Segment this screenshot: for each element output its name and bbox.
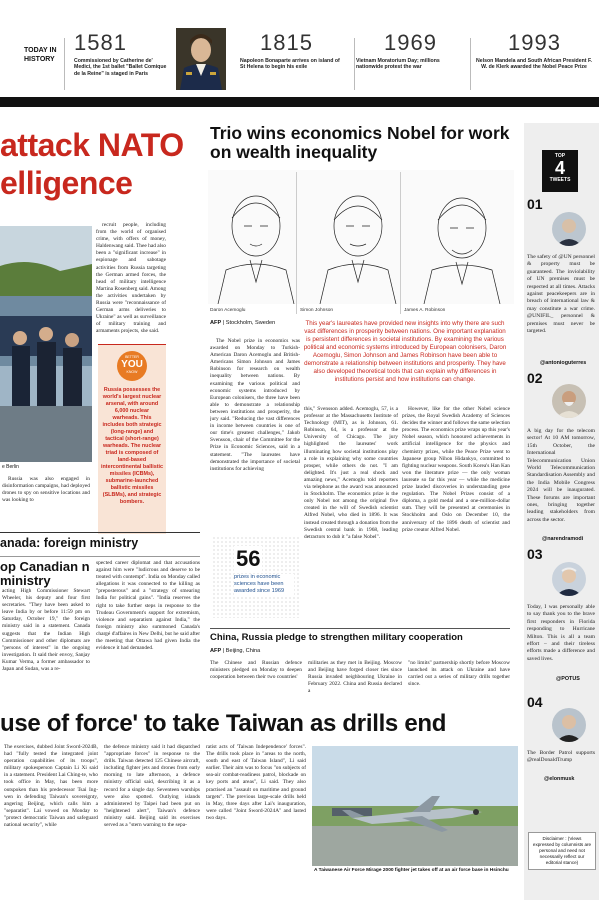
canada-sub-headline: op Canadian n ministry: [0, 559, 90, 588]
tih-year: 1581: [74, 30, 127, 55]
tweet-handle: @narendramodi: [542, 536, 584, 542]
police-photo: [0, 226, 92, 462]
avatar: [552, 562, 586, 596]
paragraph: Russia was also engaged in disinformation campaigns, had deployed drones to spy on sensitive locations and was looking to: [2, 476, 90, 504]
taiwan-col-3: [206, 744, 306, 896]
byline-agency: AFP: [210, 320, 222, 326]
paragraph: The exercises, dubbed Joint Sword-2024B, had "fully tested the integrated joint operation capabilities of its troops", military spokesperson Captain Li Xi said in a statement. President Lai Ching-te, who took office in May, has been more outspoken than his predecessor Tsai Ing-wen in defending Taiwan's sovereignty, angering Beijing, which calls him a "separatist". Lai vowed on Monday to "protect democratic Taiwan and safeguard national security", while: [4, 744, 98, 829]
tweet-text: The Border Patrol supports @realDonaldTrump: [527, 750, 595, 764]
tweets-header-badge: [542, 150, 578, 192]
paragraph: acting High Commissioner Stewart Wheeler, his deputy and four first secretaries. "They have been asked to leave India by or before 11:59 pm on Saturday, October 19," the foreign ministry said in a statement. Canada suggests that the Indian High Commissioner and other diplomats are "persons of interest" in the ongoing investigation. It said their envoy, Sanjay Kumar Verma, a former ambassador to Japan and Sudan, was a re-: [2, 588, 90, 673]
section-divider: [0, 556, 200, 557]
avatar: [552, 212, 586, 246]
tweet-number: 03: [527, 546, 543, 562]
paragraph: The Nobel prize in economics was awarded on Monday to Turkish-American Daron Acemoglu and British-Americans Simon Johnson and James Robinson for research on wealth inequality between nations. By examining the various political and economic systems introduced by European colonisers, the three have been able to demonstrate a relationship between institutions and prosperity, the jury said. "Reducing the vast differences in income between countries is one of our time's greatest challenges," Jakob Svensson, chair of the Committee for the Prize in Economic Sciences, said in a statement. "The laureates have demonstrated the importance of societal institutions for achieving: [210, 338, 300, 472]
china-col-1: [210, 660, 302, 696]
section-divider: [210, 628, 510, 629]
section-band: [0, 97, 599, 107]
nobel-byline: AFP | Stockholm, Sweden: [210, 320, 276, 326]
jet-photo: [312, 746, 518, 866]
stat-number: 56: [236, 546, 261, 571]
tih-entry-1581: [74, 30, 184, 77]
china-byline: AFP | Beijing, China: [210, 648, 261, 654]
tih-text: Napoleon Bonaparte arrives on island of St Helena to begin his exile: [240, 58, 340, 71]
tih-divider: [354, 38, 355, 90]
canada-section-headline: anada: foreign ministry: [0, 536, 139, 550]
china-col-3: [408, 660, 510, 696]
tih-year: 1815: [260, 30, 313, 55]
tih-divider: [64, 38, 65, 90]
jet-photo-caption: A Taiwanese Air Force Mirage 2000 fighter jet takes off at an air force base in Hsinchu: [314, 868, 509, 873]
nobel-col-3: [402, 406, 510, 632]
tih-entry-1969: [356, 30, 466, 71]
better-you-know-text: Russia possesses the world's largest nuclear arsenal, with around 6,000 nuclear warheads. This includes both strategic (long-range) and tactical (short-range) warheads. The nuclear triad is composed of land-based intercontinental ballistic missiles (ICBMs), submarine-launched ballistic missiles (SLBMs), and strategic bombers.: [101, 387, 164, 505]
tweets-header-num: 4: [554, 158, 565, 178]
laureate-portraits: [208, 170, 514, 304]
paragraph: ratist acts of 'Taiwan Independence' forces". The drills took place in "areas to the north, south and east of Taiwan Island", Li said earlier. Their aim was to focus "on subjects of sea-air combat-readiness patrol, blockade on key ports and areas", Li said. They also practised an "assault on maritime and ground targets". The previous large-scale drills held in May, three days after Lai's inauguration, were called "Joint Sword-2024A" and lasted two days.: [206, 744, 306, 821]
taiwan-col-2: [104, 744, 200, 896]
byline-place: Beijing, China: [225, 648, 261, 654]
stat-box: [212, 536, 300, 618]
paragraph: The Chinese and Russian defence ministers pledged on Monday to deepen cooperation between their two countries': [210, 660, 302, 681]
paragraph: the defence ministry said it had dispatched "appropriate forces" in response to the drills. Taiwan detected 125 Chinese aircraft, including fighter jets and drones from early morning to late afternoon, a defence ministry official said, describing it as a record for a single day. Seventeen warships were also spotted. Outlying islands administered by Taipei had been put on "heightened alert", Taiwan's defence ministry said. Beijing said its exercises served as a "stern warning to the sepa-: [104, 744, 200, 829]
tweets-header-bottom: TWEETS: [549, 177, 571, 183]
nobel-pull-quote: This year's laureates have provided new insights into why there are such vast differences in prosperity between nations. One important explanation is persistent differences in societal institutions. By examining the various political and economic systems introduced by European colonisers, Daron Acemoglu, Simon Johnson and James Robinson have been able to demonstrate a relationship between institutions and prosperity. They have also developed theoretical tools that can explain why differences in institutions persist and how institutions can change.: [303, 320, 507, 383]
paragraph: "no limits" partnership shortly before Moscow launched its attack on Ukraine and have carried out a series of military drills together since.: [408, 660, 510, 688]
laureate-name: Simon Johnson: [300, 308, 334, 313]
tweet-number: 04: [527, 694, 543, 710]
tweet-number: 02: [527, 370, 543, 386]
napoleon-portrait: [176, 28, 226, 90]
today-in-history-label: TODAY IN HISTORY: [24, 47, 57, 63]
nobel-col-1: [210, 338, 300, 528]
paragraph: this," Svensson added. Acemoglu, 57, is a professor at the Massachusetts Institute of Technology (MIT), as is Johnson, 61. Robinson, 64, is a professor at the University of Chicago. The jury highlighted the laureates' work illuminating how societal institutions play a role in explaining why some countries prosper, while others do not. "I am delighted. It's just a real shock and amazing news," Acemoglu told reporters via telephone as the award was announced in Stockholm. The economics prize is the only Nobel not among the original five created in the will of Swedish scientist Alfred Nobel, who died in 1896. It was instead created through a donation from the Swedish central bank in 1968, leading detractors to dub it "a false Nobel".: [304, 406, 398, 540]
avatar: [552, 708, 586, 742]
headline-line: elligence: [0, 165, 133, 201]
tweet-text: Today, I was personally able to say thank you to the brave first responders in Florida responding to Hurricane Milton. This is all a team effort – and their tireless efforts made a difference and saved lives.: [527, 604, 595, 662]
badge-bottom: KNOW: [126, 370, 138, 374]
laureate-name: Daron Acemoglu: [210, 308, 246, 313]
paragraph: spected career diplomat and that accusations against him were "ludicrous and deserve to be treated with contempt". India on Monday called allegations it was connected to the killing as "preposterous" and a "strategy of smearing India for political gains". "India reserves the right to take further steps in response to the Trudeau Government's support for extremism, violence and separatism against India," the foreign ministry also summoned Canada's chargé d'affaires in New Delhi, but he said after the meeting that Ottawa had given India the evidence it had demanded.: [96, 560, 200, 652]
taiwan-headline: use of force' to take Taiwan as drills end: [0, 710, 447, 737]
portrait-divider: [296, 172, 297, 314]
tih-text: Nelson Mandela and South African President F. W. de Klerk awarded the Nobel Peace Prize: [476, 58, 592, 71]
headline-line: attack NATO: [0, 127, 184, 163]
paragraph: recruit people, including from the world of organised crime, with offers of money, Haldenwang said. Thee had also been a "significant increase" in espionage and sabotage activities from Russia targeting the German armed forces, the head of military intelligence Martina Rosenberg said. Among the activities undertaken by Russia were "reconnaissance of German arms deliveries to Ukraine" as well as surveillance of military training and armaments projects, she said.: [96, 222, 166, 335]
byline-place: Stockholm, Sweden: [225, 320, 276, 326]
canada-col-1: [2, 588, 90, 700]
portrait-divider: [400, 172, 401, 314]
russia-headline: [0, 126, 210, 202]
tweet-handle: @antonioguterres: [540, 360, 587, 366]
tweet-handle: @POTUS: [556, 676, 580, 682]
russia-col-1: [2, 476, 90, 504]
avatar: [552, 384, 586, 418]
tih-entry-1993: [474, 30, 596, 71]
china-headline: China, Russia pledge to strengthen military cooperation: [210, 632, 463, 643]
photo-caption: e Berlin: [2, 464, 19, 470]
canada-col-2: [96, 560, 200, 698]
better-you-know-box: [98, 344, 166, 534]
paragraph: militaries as they met in Beijing. Moscow and Beijing have forged closer ties since Russia invaded neighbouring Ukraine in February 2022. China and Russia declared a: [308, 660, 402, 695]
tih-entry-1815: [240, 30, 350, 71]
taiwan-col-1: [4, 744, 98, 896]
laureate-name: James A. Robinson: [404, 308, 446, 313]
tweet-number: 01: [527, 196, 543, 212]
tweet-text: A big day for the telecom sector! At 10 AM tomorrow, 15th October, the International Telecommunication Union World Telecommunication Standardisation Assembly and the India Mobile Congress 2024 will be inaugurated. These forums are important ones, bringing together leading stakeholders from across the sector.: [527, 428, 595, 523]
tweets-header-top: TOP: [554, 153, 566, 159]
paragraph: However, like for the other Nobel science prizes, the Royal Swedish Academy of Sciences decides the winner and follows the same selection process. The economics prize wraps up this year's Nobel season, which honoured achievements in artificial intelligence for the physics and chemistry prizes, while the Peace Prize went to Japanese group Nihon Hidankyo, committed to fighting nuclear weapons. South Korea's Han Kan won the literature prize — the only woman laureate so far this year — while the medicine prize lauded discoveries in understanding gene regulation. The Nobel Prizes consist of a diploma, a gold medal and a one-million-dollar sum. They will be presented at ceremonies in Stockholm and Oslo on December 10, the anniversary of the 1896 death of scientist and prize creator Alfred Nobel.: [402, 406, 510, 533]
badge-top: BETTER: [125, 355, 139, 359]
stat-text: prizes in economic sciences have been awarded since 1969: [234, 574, 294, 595]
tih-year: 1969: [384, 30, 437, 55]
nobel-col-2: [304, 406, 398, 636]
tweet-text: The safety of @UN personnel & property must be guaranteed. The inviolability of UN premises must be respected at all times. Attacks against peacekeepers are in breach of international law & may constitute a war crime. @UNIFIL_ personnel & premises must never be targeted.: [527, 254, 595, 335]
tweet-handle: @elonmusk: [544, 776, 575, 782]
nobel-headline: Trio wins economics Nobel for work on wealth inequality: [210, 123, 510, 162]
tih-text: Vietnam Moratorium Day; millions nationwide protest the war: [356, 58, 440, 71]
tih-year: 1993: [508, 30, 561, 55]
better-you-know-badge: [117, 351, 147, 381]
tih-divider: [470, 38, 471, 90]
disclaimer-box: Disclaimer : (Views expressed by columnists are personal and need not necessarily reflect our editorial stance): [528, 832, 596, 870]
byline-agency: AFP: [210, 648, 222, 654]
china-col-2: [308, 660, 402, 696]
badge-middle: YOU: [121, 359, 143, 370]
tih-text: Commissioned by Catherine de' Medici, the 1st ballet "Ballet Comique de la Reine" is staged in Paris: [74, 58, 167, 77]
section-divider: [0, 532, 200, 533]
